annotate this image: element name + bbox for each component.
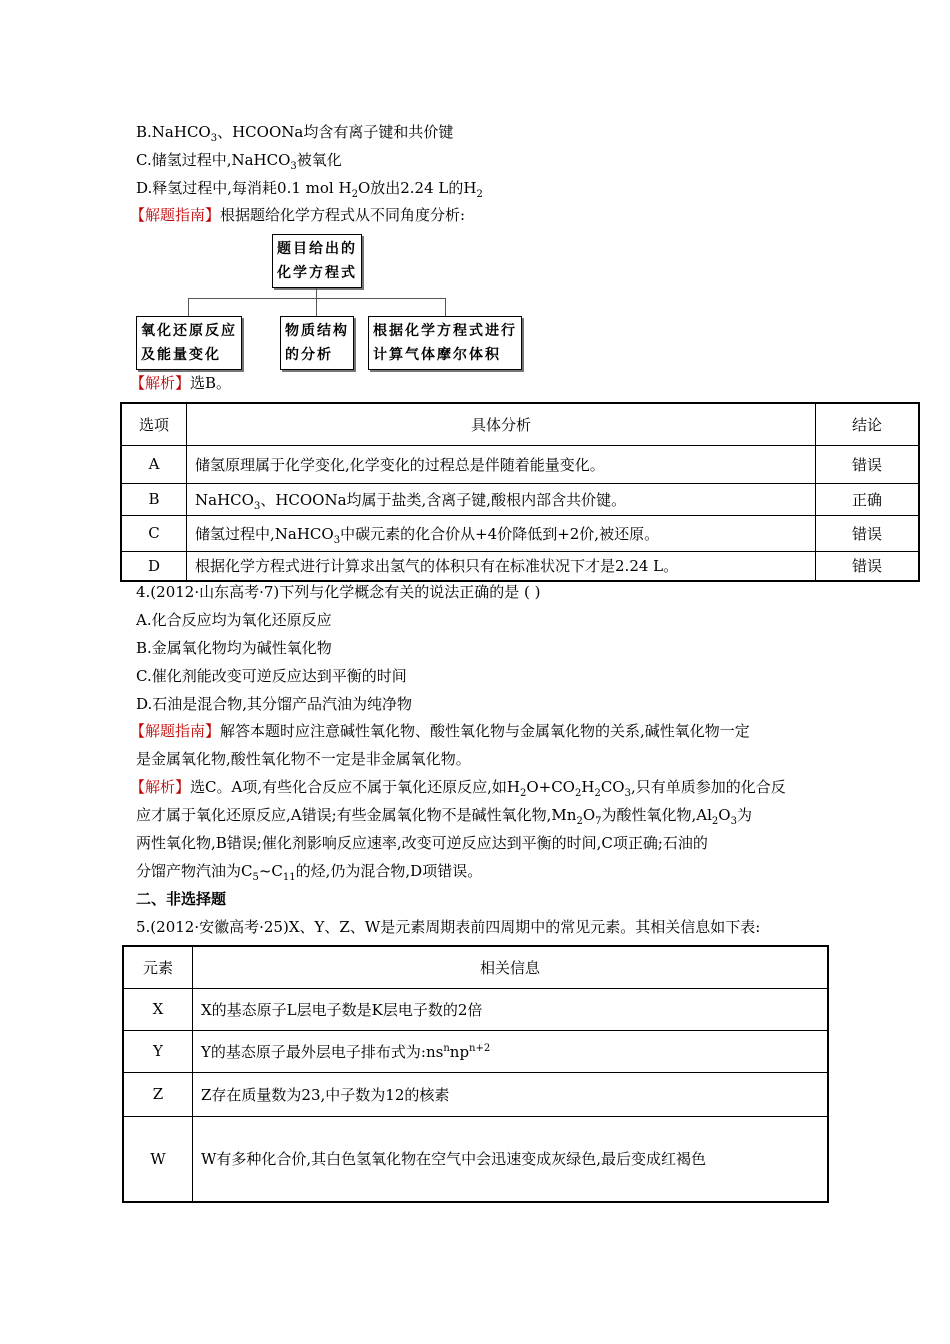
option-b: B.NaHCO$_3$、HCOONa均含有离子键和共价键 <box>136 123 454 144</box>
header-option: 选项 <box>121 403 187 445</box>
cell-info: W有多种化合价,其白色氢氧化物在空气中会迅速变成灰绿色,最后变成红褐色 <box>193 1116 829 1202</box>
table-row <box>121 515 919 551</box>
option-c: C.储氢过程中,NaHCO$_3$被氧化 <box>136 151 342 172</box>
cell-result: 正确 <box>816 483 920 515</box>
connector <box>188 298 446 299</box>
cell-info: Z存在质量数为23,中子数为12的核素 <box>193 1072 829 1116</box>
cell-result: 错误 <box>816 515 920 551</box>
connector <box>316 298 317 317</box>
cell-result: 错误 <box>816 445 920 483</box>
connector <box>188 298 189 317</box>
option-d: D.释氢过程中,每消耗0.1 mol $H_2O$放出2.24 L的$H_2$ <box>136 179 483 200</box>
table-row <box>121 445 919 483</box>
header-result: 结论 <box>816 403 920 445</box>
q4-option-b: B.金属氧化物均为碱性氧化物 <box>136 639 332 657</box>
header-analysis: 具体分析 <box>187 403 816 445</box>
cell-analysis: 储氢过程中,NaHCO$_3$中碳元素的化合价从+4价降低到+2价,被还原。 <box>187 515 816 551</box>
cell-info: X的基态原子L层电子数是K层电子数的2倍 <box>193 988 829 1030</box>
diagram-calculation-box: 根据化学方程式进行 计算气体摩尔体积 <box>368 316 522 370</box>
cell-analysis: 储氢原理属于化学变化,化学变化的过程总是伴随着能量变化。 <box>187 445 816 483</box>
cell-option: C <box>121 515 187 551</box>
answer-1: 【解析】选B。 <box>130 374 232 392</box>
q4-option-d: D.石油是混合物,其分馏产品汽油为纯净物 <box>136 695 413 713</box>
header-info: 相关信息 <box>193 946 829 988</box>
q5-stem: 5.(2012·安徽高考·25)X、Y、Z、W是元素周期表前四周期中的常见元素。其相关信息如下表: <box>136 918 761 936</box>
connector <box>445 298 446 317</box>
cell-element: X <box>123 988 193 1030</box>
table-row <box>123 1030 828 1072</box>
cell-result: 错误 <box>816 551 920 581</box>
answer-2-line1: 【解析】选C。A项,有些化合反应不属于氧化还原反应,如$H_2O+CO_2H_2CO_3$,只有单质参加的化合反 <box>130 778 786 799</box>
table-row <box>123 1116 828 1202</box>
diagram-structure-box: 物质结构 的分析 <box>280 316 354 370</box>
answer-2-line4: 分馏产物汽油为$C_5\sim C_{11}$的烃,仍为混合物,D项错误。 <box>136 862 483 883</box>
table-row <box>123 988 828 1030</box>
table-row <box>123 1072 828 1116</box>
table-row <box>121 551 919 581</box>
table-header-row <box>121 403 919 445</box>
cell-option: B <box>121 483 187 515</box>
table-row <box>121 483 919 515</box>
analysis-table <box>120 402 920 582</box>
cell-option: A <box>121 445 187 483</box>
cell-info: Y的基态原子最外层电子排布式为$:ns^nnp^{n+2}$ <box>193 1030 829 1072</box>
table-header-row <box>123 946 828 988</box>
cell-element: Z <box>123 1072 193 1116</box>
element-info-table <box>122 945 829 1203</box>
cell-analysis: NaHCO$_3$、HCOONa均属于盐类,含离子键,酸根内部含共价键。 <box>187 483 816 515</box>
cell-option: D <box>121 551 187 581</box>
diagram-redox-box: 氧化还原反应 及能量变化 <box>136 316 242 370</box>
cell-analysis: 根据化学方程式进行计算求出氢气的体积只有在标准状况下才是2.24 L。 <box>187 551 816 581</box>
q4-stem: 4.(2012·山东高考·7)下列与化学概念有关的说法正确的是 ( ) <box>136 583 541 601</box>
guide-1: 【解题指南】根据题给化学方程式从不同角度分析: <box>130 206 466 224</box>
diagram-top-box: 题目给出的 化学方程式 <box>272 234 362 288</box>
guide-2: 【解题指南】解答本题时应注意碱性氧化物、酸性氧化物与金属氧化物的关系,碱性氧化物一定 <box>130 722 750 740</box>
q4-option-a: A.化合反应均为氧化还原反应 <box>136 611 332 629</box>
guide-2-cont: 是金属氧化物,酸性氧化物不一定是非金属氧化物。 <box>136 750 471 768</box>
cell-element: W <box>123 1116 193 1202</box>
section-heading: 二、非选择题 <box>136 890 227 908</box>
answer-2-line2: 应才属于氧化还原反应,A错误;有些金属氧化物不是碱性氧化物$,Mn_2O_7$为酸性氧化物$,Al_2O_3$为 <box>136 806 752 827</box>
header-element: 元素 <box>123 946 193 988</box>
q4-option-c: C.催化剂能改变可逆反应达到平衡的时间 <box>136 667 407 685</box>
cell-element: Y <box>123 1030 193 1072</box>
answer-2-line3: 两性氧化物,B错误;催化剂影响反应速率,改变可逆反应达到平衡的时间,C项正确;石油的 <box>136 834 708 852</box>
